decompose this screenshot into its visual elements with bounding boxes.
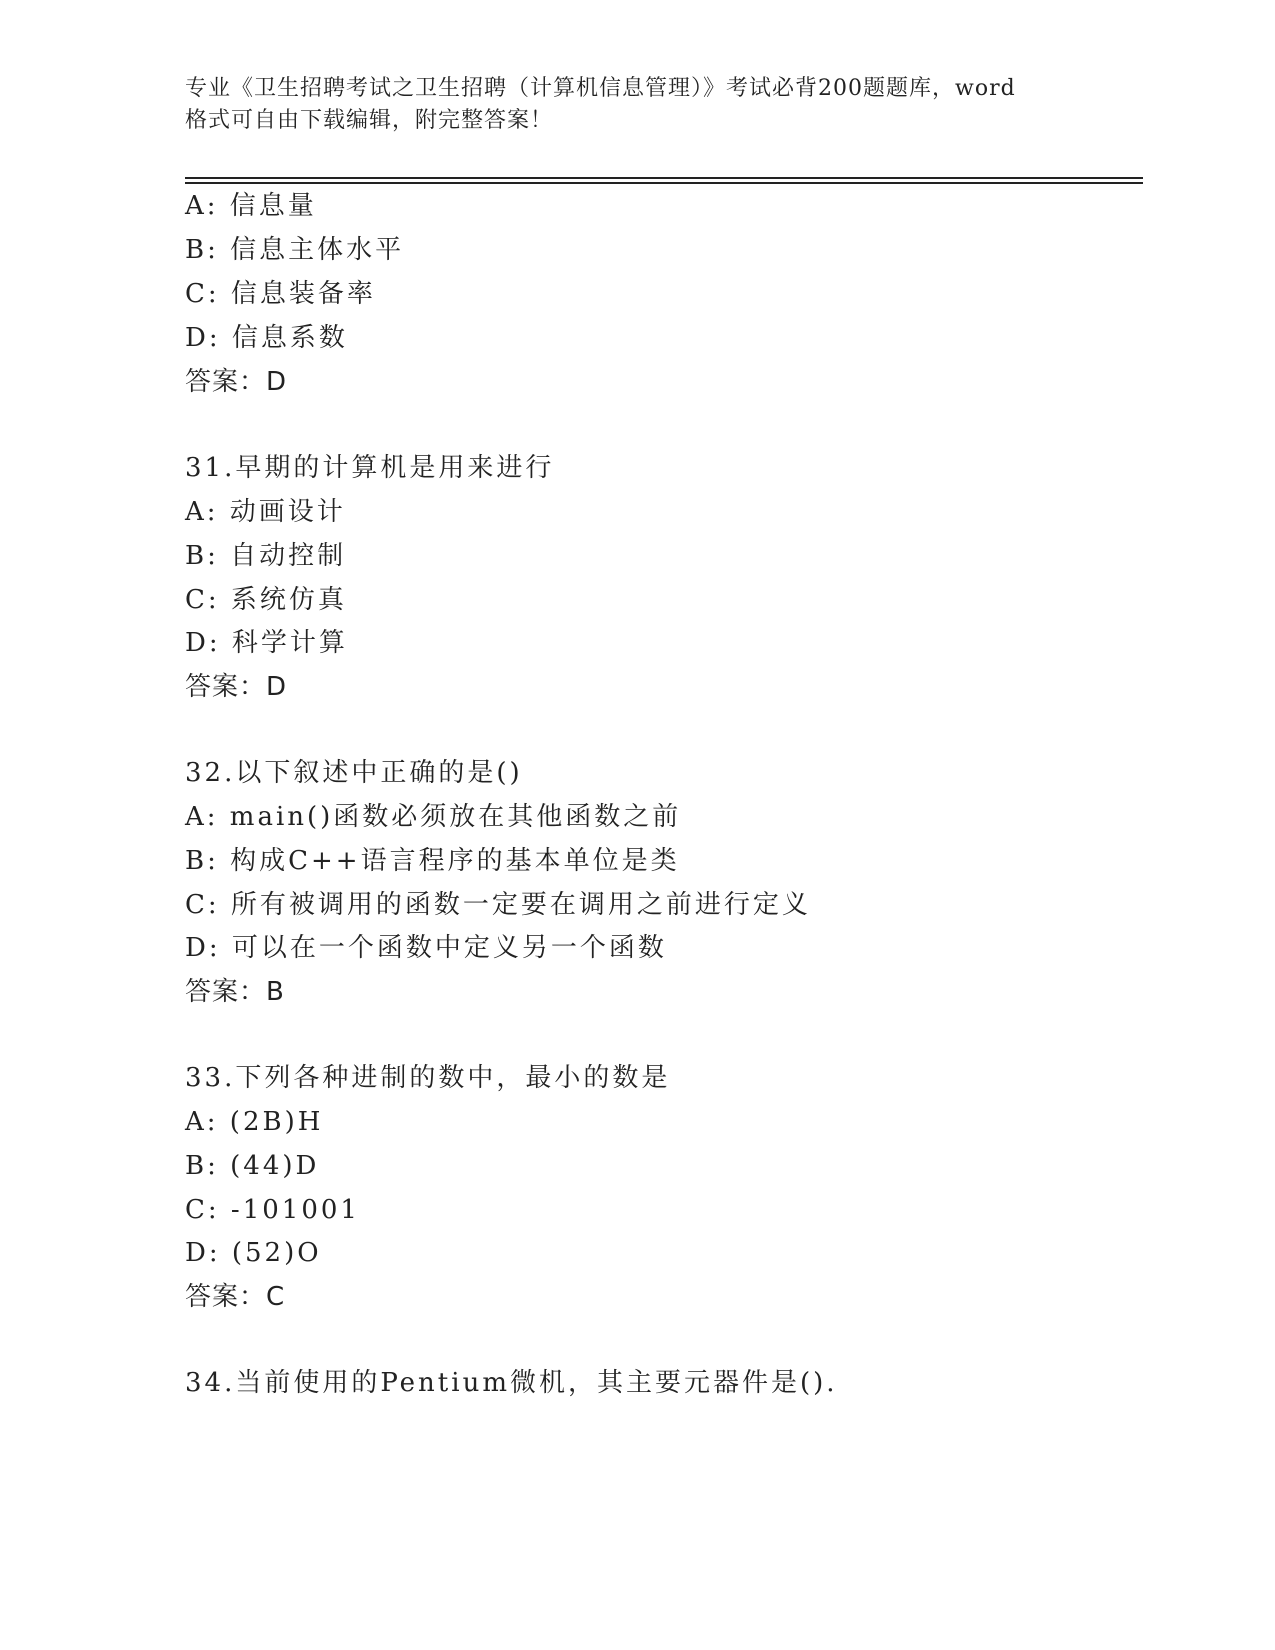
q32-option-c: C: 所有被调用的函数一定要在调用之前进行定义 bbox=[185, 890, 811, 920]
q33-option-c: C: -101001 bbox=[185, 1195, 360, 1225]
q31-answer: 答案：D bbox=[185, 672, 288, 702]
q34-stem: 34.当前使用的Pentium微机，其主要元器件是(). bbox=[185, 1368, 838, 1398]
q32-stem: 32.以下叙述中正确的是() bbox=[185, 758, 523, 788]
document-header bbox=[185, 73, 1085, 137]
header-line-2: 格式可自由下载编辑，附完整答案！ bbox=[185, 108, 554, 133]
q30-option-a: A: 信息量 bbox=[185, 191, 317, 221]
q31-stem: 31.早期的计算机是用来进行 bbox=[185, 453, 555, 483]
header-divider-top bbox=[185, 177, 1143, 179]
q31-option-a: A: 动画设计 bbox=[185, 497, 346, 527]
q33-option-b: B: (44)D bbox=[185, 1151, 320, 1181]
q30-answer: 答案：D bbox=[185, 367, 288, 397]
header-line-1: 专业《卫生招聘考试之卫生招聘（计算机信息管理）》考试必背200题题库，word bbox=[185, 76, 1016, 101]
q32-answer: 答案：B bbox=[185, 977, 285, 1007]
q33-option-a: A: (2B)H bbox=[185, 1107, 324, 1137]
q33-answer: 答案：C bbox=[185, 1282, 286, 1312]
q32-option-d: D: 可以在一个函数中定义另一个函数 bbox=[185, 933, 667, 963]
q30-option-b: B: 信息主体水平 bbox=[185, 235, 405, 265]
q31-option-b: B: 自动控制 bbox=[185, 541, 347, 571]
q30-option-d: D: 信息系数 bbox=[185, 323, 348, 353]
q31-option-c: C: 系统仿真 bbox=[185, 585, 347, 615]
q32-option-a: A: main()函数必须放在其他函数之前 bbox=[185, 802, 682, 832]
header-divider-bottom bbox=[185, 182, 1143, 184]
q30-option-c: C: 信息装备率 bbox=[185, 279, 376, 309]
q32-option-b: B: 构成C++语言程序的基本单位是类 bbox=[185, 846, 680, 876]
q33-option-d: D: (52)O bbox=[185, 1238, 322, 1268]
q33-stem: 33.下列各种进制的数中，最小的数是 bbox=[185, 1063, 671, 1093]
q31-option-d: D: 科学计算 bbox=[185, 628, 348, 658]
